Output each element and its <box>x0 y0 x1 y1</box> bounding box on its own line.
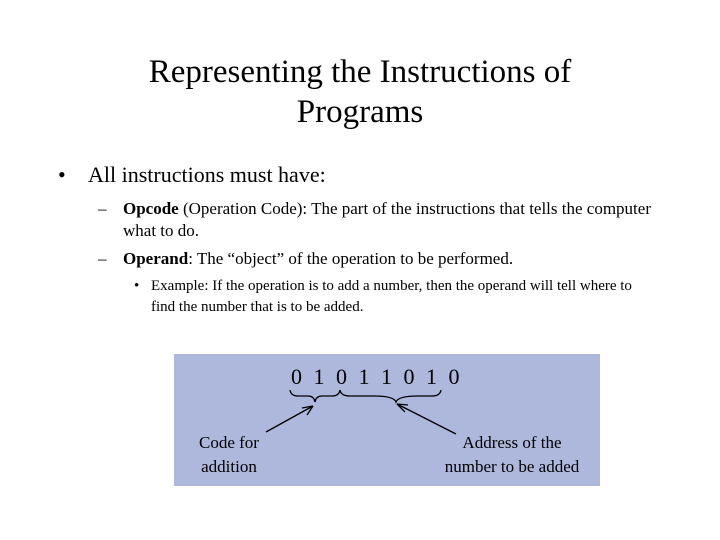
instruction-diagram <box>174 354 600 486</box>
sub-bullet-opcode-text <box>123 198 683 242</box>
binary-instruction: 0 1 0 1 1 0 1 0 <box>291 364 463 389</box>
sub-bullet-operand-text <box>123 248 683 270</box>
operand-label <box>426 431 598 479</box>
operand-label-line-2: number to be added <box>444 457 580 476</box>
arrowhead-operand <box>397 404 408 412</box>
opcode-description: (Operation Code): The part of the instructions that tells the computer what to do. <box>123 199 651 240</box>
slide-title <box>0 52 720 132</box>
operand-brace <box>340 390 441 402</box>
opcode-brace <box>290 390 340 402</box>
arrow-to-operand <box>397 404 456 434</box>
opcode-term: Opcode <box>123 199 179 218</box>
example-text: Example: If the operation is to add a number, then the operand will tell where to find the number that is to be added. <box>151 278 632 315</box>
bullet-dot: • <box>58 162 66 187</box>
opcode-label-line-1: Code for <box>199 433 259 452</box>
opcode-label-line-2: addition <box>201 457 257 476</box>
bullet-main-text: All instructions must have: <box>88 162 326 187</box>
bullet-dot: • <box>134 278 140 294</box>
dash-marker: – <box>98 199 107 218</box>
opcode-label <box>184 431 274 479</box>
dash-marker: – <box>98 249 107 268</box>
operand-description: : The “object” of the operation to be performed. <box>188 249 514 268</box>
operand-term: Operand <box>123 249 189 268</box>
slide-title-line-2: Programs <box>296 94 424 130</box>
arrow-to-opcode <box>266 406 313 432</box>
slide-title-line-1: Representing the Instructions of <box>148 54 572 90</box>
operand-label-line-1: Address of the <box>462 433 562 452</box>
